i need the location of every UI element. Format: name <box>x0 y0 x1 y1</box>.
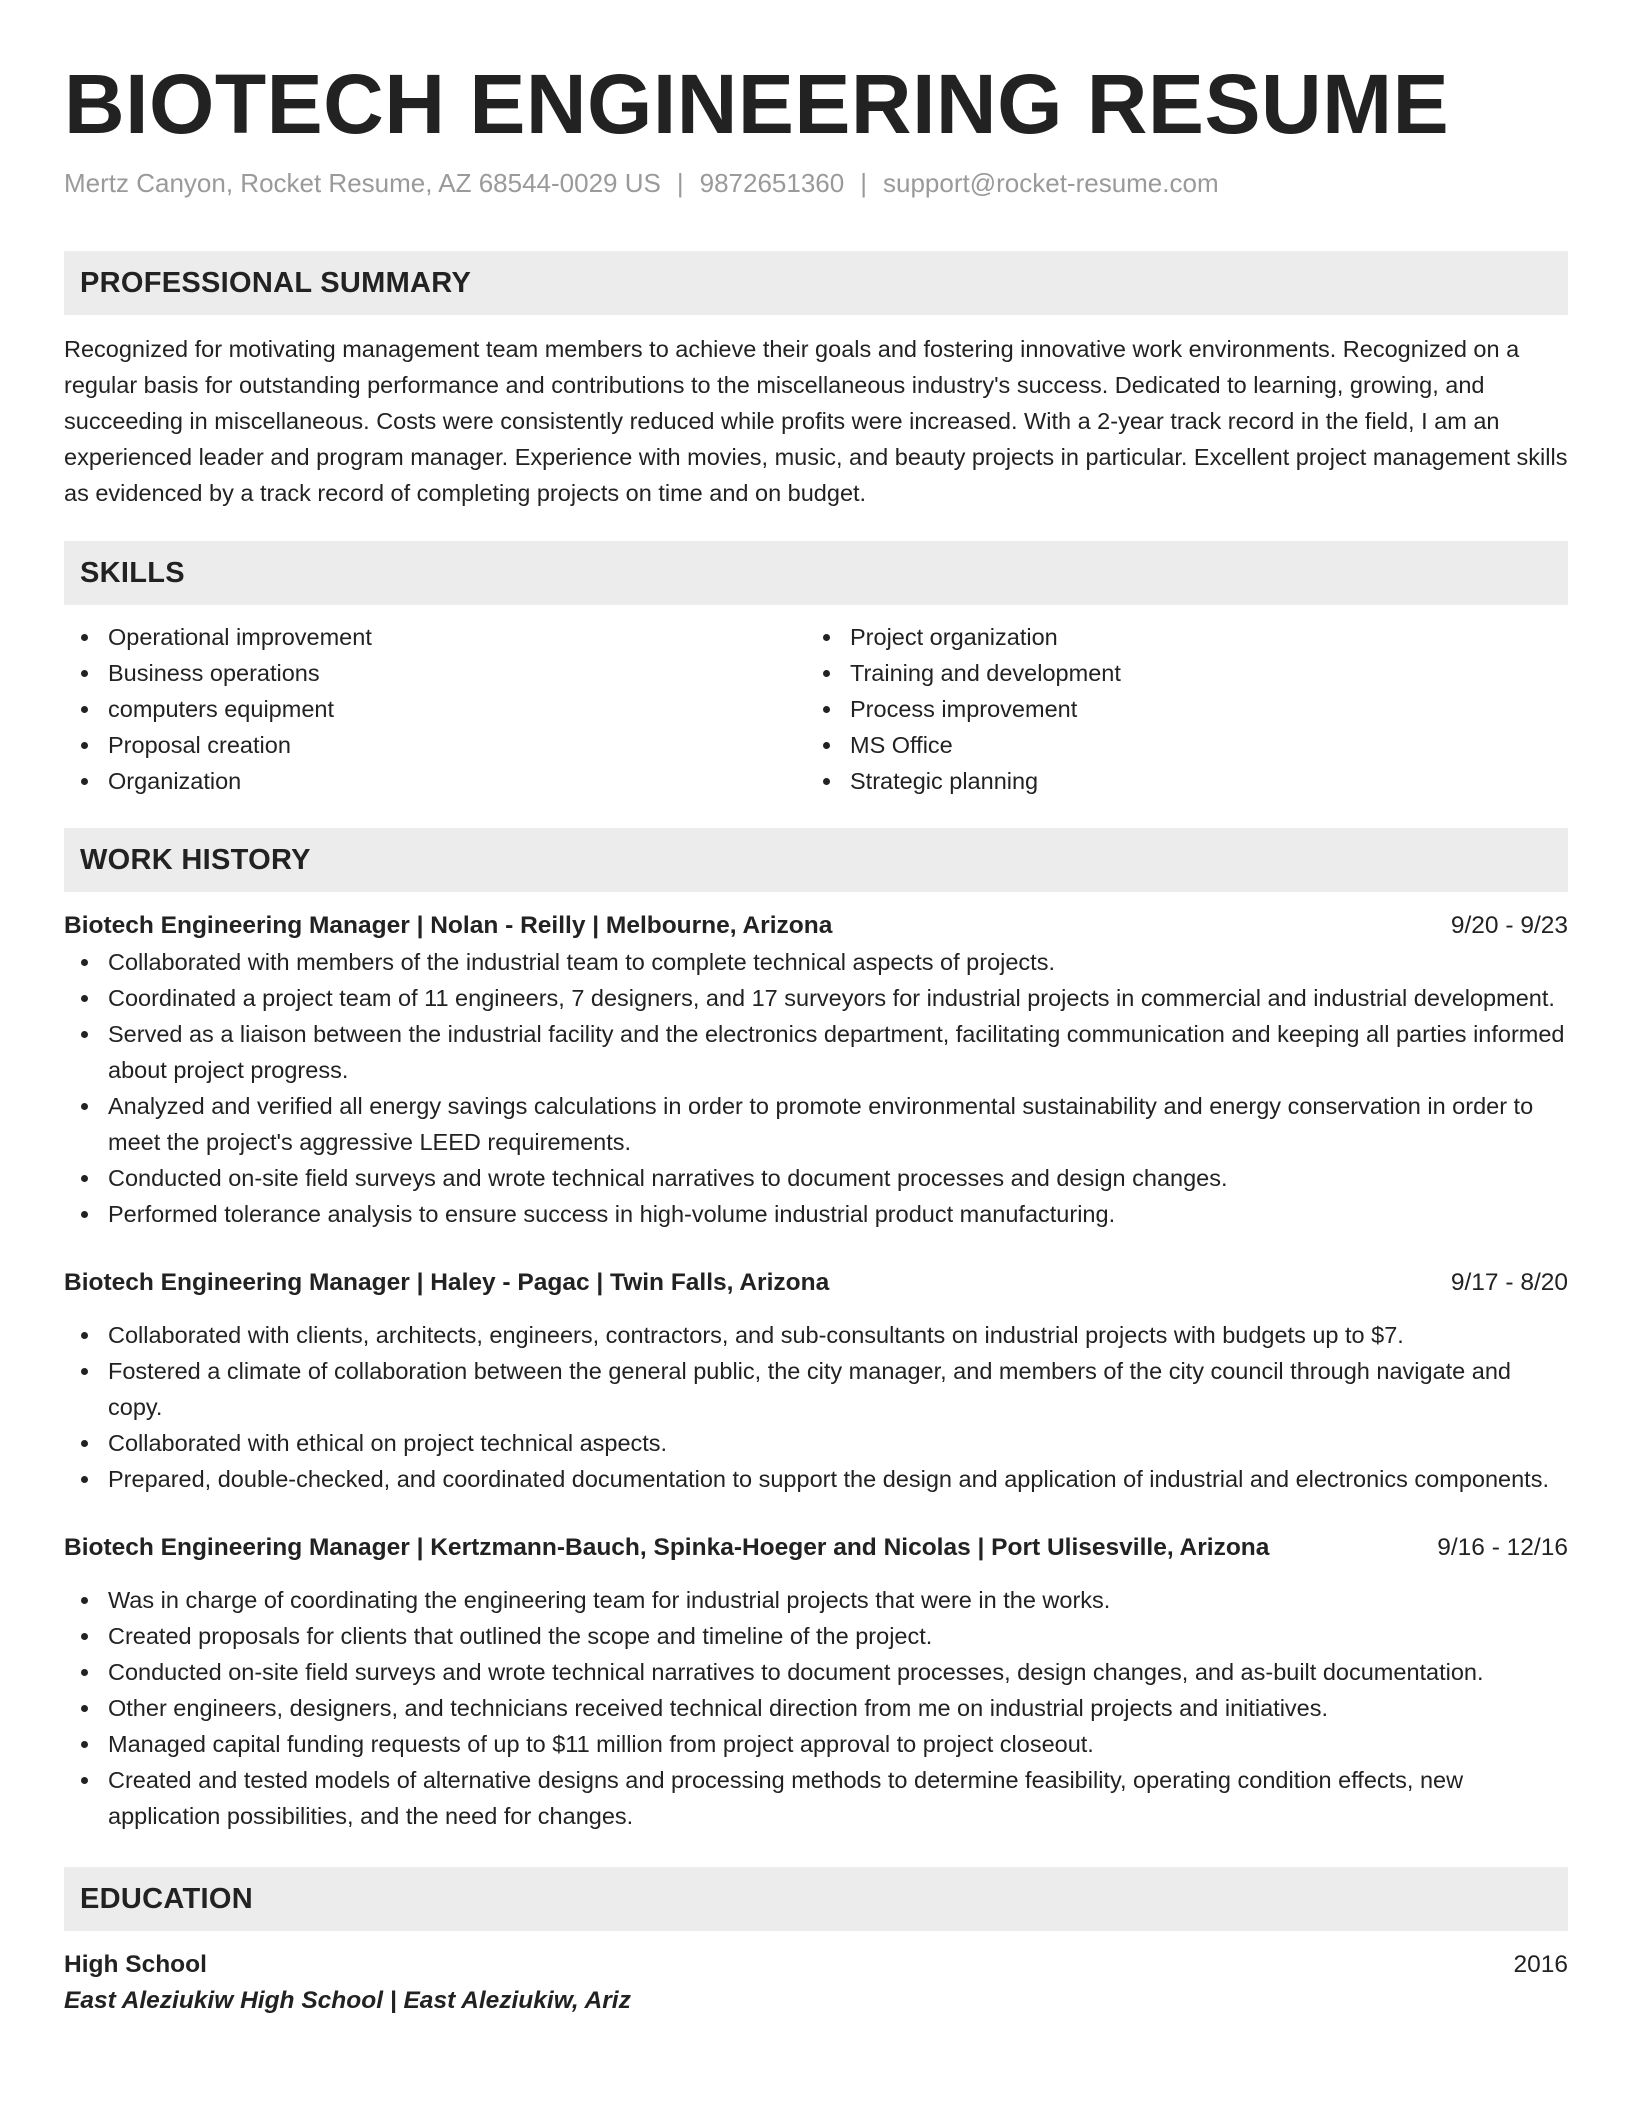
job-bullet: Other engineers, designers, and technicians received technical direction from me on industrial projects and initiatives. <box>64 1690 1568 1726</box>
job-title: Biotech Engineering Manager | Kertzmann-Bauch, Spinka-Hoeger and Nicolas | Port Ulisesville, Arizona <box>64 1534 1270 1561</box>
contact-email: support@rocket-resume.com <box>883 168 1219 198</box>
skill-item: computers equipment <box>64 691 806 727</box>
contact-line <box>64 166 1568 200</box>
resume-page <box>64 56 1568 2019</box>
job-dates: 9/20 - 9/23 <box>1450 912 1568 939</box>
contact-phone: 9872651360 <box>699 168 845 198</box>
job-entry <box>64 1265 1568 1497</box>
work-heading: WORK HISTORY <box>64 828 1568 892</box>
job-dates: 9/17 - 8/20 <box>1450 1269 1568 1296</box>
education-year: 2016 <box>1513 1951 1568 1978</box>
job-bullet: Analyzed and verified all energy savings calculations in order to promote environmental sustainability and energy conservation in order to meet the project's aggressive LEED requirements. <box>64 1088 1568 1160</box>
job-bullets <box>64 944 1568 1232</box>
contact-separator: | <box>676 168 684 198</box>
job-bullet: Was in charge of coordinating the engineering team for industrial projects that were in the works. <box>64 1582 1568 1618</box>
job-entry <box>64 908 1568 1232</box>
job-bullet: Created and tested models of alternative designs and processing methods to determine feasibility, operating condition effects, new application possibilities, and the need for changes. <box>64 1762 1568 1834</box>
contact-separator: | <box>860 168 867 198</box>
contact-address: Mertz Canyon, Rocket Resume, AZ 68544-0029 US <box>64 168 661 198</box>
job-bullet: Collaborated with clients, architects, engineers, contractors, and sub-consultants on industrial projects with budgets up to $7. <box>64 1317 1568 1353</box>
job-bullet: Prepared, double-checked, and coordinated documentation to support the design and application of industrial and electronics components. <box>64 1461 1568 1497</box>
skill-item: Process improvement <box>806 691 1548 727</box>
education-degree: High School <box>64 1951 207 1978</box>
job-bullet: Managed capital funding requests of up to $11 million from project approval to project closeout. <box>64 1726 1568 1762</box>
job-bullets <box>64 1582 1568 1834</box>
education-school: East Aleziukiw High School | East Aleziukiw, Ariz <box>64 1987 631 2014</box>
job-title: Biotech Engineering Manager | Haley - Pagac | Twin Falls, Arizona <box>64 1269 830 1296</box>
education-heading: EDUCATION <box>64 1867 1568 1931</box>
education-entry <box>64 1947 1568 2019</box>
skill-item: Training and development <box>806 655 1548 691</box>
job-header <box>64 1530 1568 1566</box>
job-bullet: Collaborated with ethical on project technical aspects. <box>64 1425 1568 1461</box>
job-dates: 9/16 - 12/16 <box>1437 1534 1568 1561</box>
job-bullet: Performed tolerance analysis to ensure success in high-volume industrial product manufacturing. <box>64 1196 1568 1232</box>
job-bullet: Created proposals for clients that outlined the scope and timeline of the project. <box>64 1618 1568 1654</box>
skill-item: Strategic planning <box>806 763 1548 799</box>
skills-column-right <box>806 619 1548 799</box>
job-header <box>64 908 1568 944</box>
job-bullet: Conducted on-site field surveys and wrote technical narratives to document processes and design changes. <box>64 1160 1568 1196</box>
skills-grid <box>64 619 1568 799</box>
job-bullet: Served as a liaison between the industrial facility and the electronics department, facilitating communication and keeping all parties informed about project progress. <box>64 1016 1568 1088</box>
summary-text: Recognized for motivating management team members to achieve their goals and fostering innovative work environments. Recognized on a regular basis for outstanding performance and contributions to the miscellaneous industry's success. Dedicated to learning, growing, and succeeding in miscellaneous. Costs were consistently reduced while profits were increased. With a 2-year track record in the field, I am an experienced leader and program manager. Experience with movies, music, and beauty projects in particular. Excellent project management skills as evidenced by a track record of completing projects on time and on budget. <box>64 336 1568 506</box>
skill-item: Business operations <box>64 655 806 691</box>
education-header <box>64 1947 1568 1983</box>
job-title: Biotech Engineering Manager | Nolan - Reilly | Melbourne, Arizona <box>64 912 833 939</box>
job-bullet: Fostered a climate of collaboration between the general public, the city manager, and members of the city council through navigate and copy. <box>64 1353 1568 1425</box>
job-entry <box>64 1530 1568 1834</box>
job-bullet: Conducted on-site field surveys and wrote technical narratives to document processes, design changes, and as-built documentation. <box>64 1654 1568 1690</box>
summary-heading: PROFESSIONAL SUMMARY <box>64 251 1568 315</box>
skills-heading: SKILLS <box>64 541 1568 605</box>
skill-item: MS Office <box>806 727 1548 763</box>
job-bullets <box>64 1317 1568 1497</box>
job-bullet: Coordinated a project team of 11 engineers, 7 designers, and 17 surveyors for industrial projects in commercial and industrial development. <box>64 980 1568 1016</box>
skill-item: Proposal creation <box>64 727 806 763</box>
job-header <box>64 1265 1568 1301</box>
resume-title: BIOTECH ENGINEERING RESUME <box>64 57 1450 151</box>
skill-item: Project organization <box>806 619 1548 655</box>
skills-column-left <box>64 619 806 799</box>
job-bullet: Collaborated with members of the industrial team to complete technical aspects of projects. <box>64 944 1568 980</box>
skill-item: Organization <box>64 763 806 799</box>
skill-item: Operational improvement <box>64 619 806 655</box>
